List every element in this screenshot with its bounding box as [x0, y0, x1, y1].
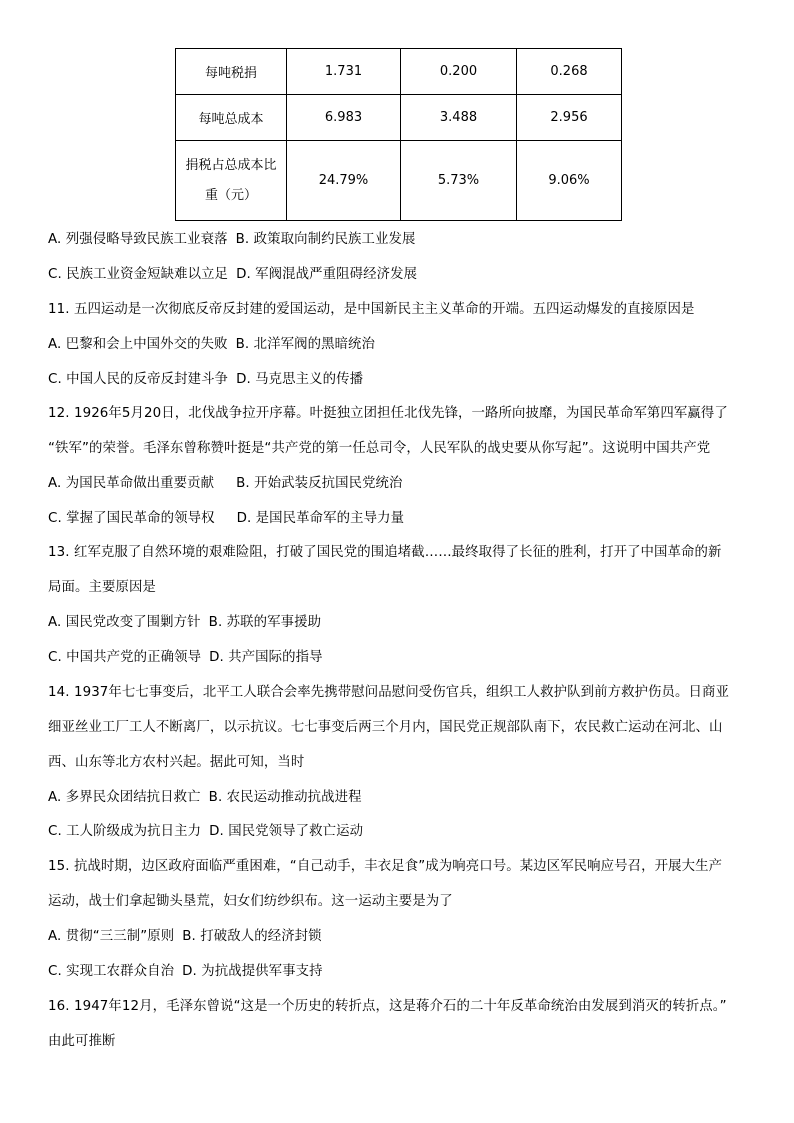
table-label-line: 捐税占总成本比	[185, 157, 277, 173]
q13-stem-line1: 13. 红军克服了自然环境的艰难险阻，打破了国民党的围追堵截……最终取得了长征的胜利，打开了中国革命的新	[48, 545, 722, 560]
q12-stem-line2: “铁军”的荣誉。毛泽东曾称赞叶挺是“共产党的第一任总司令，人民军队的战史要从你写起”。这说明中国共产党	[48, 441, 711, 456]
q13-option-a: A. 国民党改变了围剿方针	[48, 615, 201, 630]
table-cell	[176, 141, 287, 221]
q11-stem: 11. 五四运动是一次彻底反帝反封建的爱国运动，是中国新民主主义革命的开端。五四运动爆发的直接原因是	[48, 302, 695, 317]
table-cell: 每吨总成本	[176, 95, 287, 141]
tax-cost-table	[175, 48, 622, 221]
table-cell: 2.956	[517, 95, 622, 141]
q13-stem-line2: 局面。主要原因是	[48, 580, 156, 595]
q14-option-c: C. 工人阶级成为抗日主力	[48, 824, 202, 839]
table-row	[176, 49, 622, 95]
q16-stem-line2: 由此可推断	[48, 1034, 116, 1049]
table-label-line: 重（元）	[204, 187, 257, 203]
q14-option-a: A. 多界民众团结抗日救亡	[48, 790, 201, 805]
table-cell: 0.200	[401, 49, 517, 95]
q15-option-a: A. 贯彻“三三制”原则	[48, 929, 175, 944]
q12-option-d: D. 是国民革命军的主导力量	[236, 511, 405, 526]
q11-option-a: A. 巴黎和会上中国外交的失败	[48, 337, 228, 352]
q14-options-ab	[48, 788, 758, 808]
q12-option-b: B. 开始武装反抗国民党统治	[236, 476, 403, 491]
q15-options-cd	[48, 962, 758, 982]
q15-option-d: D. 为抗战提供军事支持	[182, 964, 323, 979]
q15-option-c: C. 实现工农群众自治	[48, 964, 175, 979]
table-cell: 3.488	[401, 95, 517, 141]
q12-options-cd	[48, 509, 758, 529]
q16-stem-line1: 16. 1947年12月，毛泽东曾说“这是一个历史的转折点，这是蒋介石的二十年反革命统治由发展到消灭的转折点。”	[48, 999, 727, 1014]
q15-options-ab	[48, 927, 758, 947]
q14-stem-line3: 西、山东等北方农村兴起。据此可知，当时	[48, 755, 305, 770]
q10-option-a: A. 列强侵略导致民族工业衰落	[48, 232, 228, 247]
q12-option-c: C. 掌握了国民革命的领导权	[48, 511, 215, 526]
q15-stem-line2: 运动，战士们拿起锄头垦荒，妇女们纺纱织布。这一运动主要是为了	[48, 894, 453, 909]
table-row	[176, 141, 622, 221]
q12-options-ab	[48, 474, 758, 494]
q12-stem-line1: 12. 1926年5月20日，北伐战争拉开序幕。叶挺独立团担任北伐先锋，一路所向披靡，为国民革命军第四军赢得了	[48, 406, 728, 421]
q14-stem-line2: 细亚丝业工厂工人不断离厂，以示抗议。七七事变后两三个月内，国民党正规部队南下，农民救亡运动在河北、山	[48, 720, 723, 735]
q10-option-d: D. 军阀混战严重阻碍经济发展	[236, 267, 418, 282]
q10-option-b: B. 政策取向制约民族工业发展	[235, 232, 416, 247]
q13-options-cd	[48, 648, 758, 668]
q15-stem-line1: 15. 抗战时期，边区政府面临严重困难，“自己动手，丰衣足食”成为响亮口号。某边区军民响应号召，开展大生产	[48, 859, 723, 874]
q11-option-d: D. 马克思主义的传播	[236, 372, 364, 387]
table-cell: 6.983	[287, 95, 401, 141]
table-cell: 0.268	[517, 49, 622, 95]
q13-option-b: B. 苏联的军事援助	[208, 615, 322, 630]
table-cell: 9.06%	[517, 141, 622, 221]
table-cell: 1.731	[287, 49, 401, 95]
q14-option-b: B. 农民运动推动抗战进程	[208, 790, 362, 805]
q14-stem-line1: 14. 1937年七七事变后，北平工人联合会率先携带慰问品慰问受伤官兵，组织工人救护队到前方救护伤员。日商亚	[48, 685, 729, 700]
table-row	[176, 95, 622, 141]
q13-option-c: C. 中国共产党的正确领导	[48, 650, 202, 665]
q13-option-d: D. 共产国际的指导	[209, 650, 323, 665]
table-cell: 5.73%	[401, 141, 517, 221]
q14-options-cd	[48, 822, 758, 842]
q15-option-b: B. 打破敌人的经济封锁	[182, 929, 322, 944]
q14-option-d: D. 国民党领导了救亡运动	[209, 824, 364, 839]
q10-options-cd	[48, 265, 758, 285]
q13-options-ab	[48, 613, 758, 633]
q12-option-a: A. 为国民革命做出重要贡献	[48, 476, 215, 491]
table-cell: 24.79%	[287, 141, 401, 221]
q11-option-c: C. 中国人民的反帝反封建斗争	[48, 372, 229, 387]
q11-options-cd	[48, 370, 758, 390]
q11-option-b: B. 北洋军阀的黑暗统治	[235, 337, 376, 352]
table-cell: 每吨税捐	[176, 49, 287, 95]
q10-options-ab	[48, 230, 758, 250]
q10-option-c: C. 民族工业资金短缺难以立足	[48, 267, 229, 282]
q11-options-ab	[48, 335, 758, 355]
